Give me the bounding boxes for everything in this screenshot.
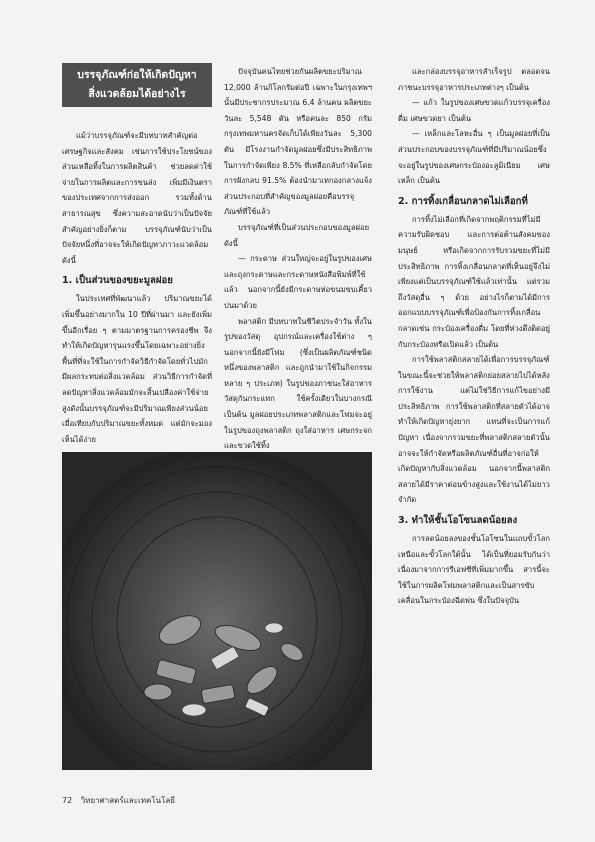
littering-paragraph: การทิ้งไม่เลือกที่เกิดจากพฤติกรรมที่ไม่มีความรับผิดชอบ และการต่อต้านสังคมของมนุษย์ หรือเกิดจากการรับรวมขยะที่ไม่มีประสิทธิภาพ การทิ้งเกลื่อนกลาดที่เห็นอยู่จึงไม่เพียงแต่เป็นบรรจุภัณฑ์ใช้แล้วเท่านั้น แต่รวมถึงวัสดุอื่น ๆ ด้วย อย่างไรก็ตามได้มีการออกแบบบรรจุภัณฑ์เพื่อป้องกันการทิ้งเกลื่อนกลาดเช่น กระป๋องเครื่องดื่ม โดยที่ห่วงดึงติดอยู่กับกระป๋องหรือเปิดแล้ว เป็นต้น — [398, 214, 550, 349]
waste-well-photo — [62, 452, 372, 770]
page-number: 72 — [62, 796, 73, 805]
text-column-3 — [398, 64, 550, 609]
text-column-1 — [62, 128, 212, 447]
waste-well-photo-graphic — [62, 452, 372, 770]
paper-paragraph: — กระดาษ ส่วนใหญ่จะอยู่ในรูปของเศษและถุงกระดาษและกระดาษหนังสือพิมพ์ที่ใช้แล้ว นอกจากนี้ยังมีกระดาษห่อขนมขบเคี้ยวปนมาด้วย — [224, 254, 372, 310]
article-title-line2: สิ่งแวดล้อมได้อย่างไร — [88, 88, 186, 100]
article-title-line1: บรรจุภัณฑ์ก่อให้เกิดปัญหา — [77, 69, 197, 81]
degradable-plastic-paragraph: การใช้พลาสติกสลายได้เพื่อการบรรจุภัณฑ์ในขณะนี้จะช่วยให้พลาสติกย่อยสลายไปได้หลังการใช้งาน แต่ไม่ใช่วิธีการแก้ไขอย่างมีประสิทธิภาพ การใช้พลาสติกที่สลายตัวได้อาจทำให้เกิดปัญหายุ่งยาก แทนที่จะเป็นการแก้ปัญหา เนื่องจากรวมขยะที่พลาสติกสลายตัวนั้น อาจจะให้กำจัดหรือผลิตภัณฑ์อื่นที่อาจก่อให้เกิดปัญหากับสิ่งแวดล้อม นอกจากนี้พลาสติกสลายได้มีราคาต่อนข้างสูงและใช้งานได้ไม่ยาวจำกัด — [398, 355, 550, 505]
ozone-paragraph: การลดน้อยลงของชั้นโอโซนในแถบขั้วโลกเหนือและขั้วโลกใต้นั้น ได้เป็นที่ยอมรับกันว่า เนื่องมาจากการรีเอฟซีที่เพิ่มมากขึ้น สารนี้จะใช้ในการผลิตโฟมพลาสติกและเป็นสารขับเคลื่อนในกระป๋องฉีดพ่น ซึ่งในปัจจุบัน — [398, 534, 550, 606]
section-heading-1: 1. เป็นส่วนของขยะมูลฝอย — [62, 275, 173, 287]
components-intro-paragraph: บรรจุภัณฑ์ที่เป็นส่วนประกอบของมูลฝอย ดังนี้ — [224, 222, 370, 248]
section-heading-2: 2. การทิ้งเกลื่อนกลาดไม่เลือกที่ — [398, 195, 528, 207]
section-1-paragraph: ในประเทศที่พัฒนาแล้ว ปริมาณขยะได้เพิ่มขึ้นอย่างมากใน 10 ปีที่ผ่านมา และยังเพิ่มขึ้นอีกเรื่อย ๆ ตามมาตรฐานการครองชีพ จึงทำให้เกิดปัญหารุนแรงขึ้นโดยเฉพาะอย่างยิ่งพื้นที่ที่จะใช้ในการกำจัดวิธีกำจัดโดยทั่วไปมักมีผลกระทบต่อสิ่งแวดล้อม ส่วนวิธีการกำจัดที่ลดปัญหาสิ่งแวดล้อมมักจะสิ้นเปลืองค่าใช้จ่ายสูงดังนั้นบรรจุภัณฑ์จะมีปริมาณเพียงส่วนน้อยเมื่อเทียบกับปริมาณขยะทั้งหมด แต่มักจะมองเห็นได้ง่าย — [62, 294, 212, 444]
plastic-paragraph: พลาสติก มีบทบาทในชีวิตประจำวัน ทั้งในรูปของวัสดุ อุปกรณ์และเครื่องใช้ต่าง ๆ นอกจากนี้ยังมีโฟม (ซึ่งเป็นผลิตภัณฑ์ชนิดหนึ่งของพลาสติก และถูกนำมาใช้ในกิจกรรมหลาย ๆ ประเภท) ในรูปของภาชนะใส่อาหารวัสดุกันกระแทก ใช้ครั้งเดียวในบางกรณี เป็นต้น มูลฝอยประเภทพลาสติกและโฟมจะอยู่ในรูปของถุงพลาสติก ถุงใส่อาหาร เศษกระจกและขวดใช้ทิ้ง — [224, 316, 372, 451]
journal-name: วิทยาศาสตร์และเทคโนโลยี — [80, 796, 175, 805]
text-column-2 — [224, 64, 372, 454]
article-title-box — [62, 63, 212, 107]
food-packaging-paragraph: และกล่องบรรจุอาหารสำเร็จรูป ตลอดจนภาชนะบรรจุอาหารประเภทต่างๆ เป็นต้น — [398, 67, 550, 92]
page-footer — [62, 794, 181, 807]
intro-paragraph: แม้ว่าบรรจุภัณฑ์จะมีบทบาทสำคัญต่อเศรษฐกิจและสังคม เช่นการใช้ประโยชน์ของส่วนเหลือทิ้งในการผลิตสินค้า ช่วยลดค่าใช้จ่ายในการผลิตและการขนส่ง เพิ่มมีเงินตราของประเทศจากการส่งออก รวมทั้งด้านสาธารณสุข ซึ่งความสะอาดนับว่าเป็นปัจจัยสำคัญอย่างยิ่งก็ตาม บรรจุภัณฑ์นับว่าเป็นปัจจัยหนึ่งที่อาจจะให้เกิดปัญหาภาวะแวดล้อม ดังนี้ — [62, 131, 212, 265]
waste-statistics-paragraph: ปัจจุบันคนไทยช่วยกันผลิตขยะปริมาณ 12,000 ล้านกิโลกรัมต่อปี เฉพาะในกรุงเทพฯ นั้นมีประชากรประมาณ 6.4 ล้านคน ผลิตขยะวันละ 5,548 ตัน หรือคนละ 850 กรัม กรุงเทพมหานครจัดเก็บได้เพียงวันละ 5,300 ตัน มีโรงงานกำจัดมูลฝอยซึ่งมีประสิทธิภาพในการกำจัดเพียง 8.5% ที่เหลือกลับกำจัดโดยการฝังกลบ 91.5% ต้องนำมาเทกองกลางแจ้ง ส่วนประกอบที่สำคัญของมูลฝอยคือบรรจุภัณฑ์ที่ใช้แล้ว — [224, 67, 372, 217]
metal-paragraph: — เหล็กและโลหะอื่น ๆ เป็นมูลฝอยที่เป็นส่วนประกอบของบรรจุภัณฑ์ที่มีปริมาณน้อยซึ่งจะอยู่ในรูปของเศษกระป๋องอะลูมิเนียม เศษเหล็ก เป็นต้น — [398, 129, 550, 186]
section-heading-3: 3. ทำให้ชั้นโอโซนลดน้อยลง — [398, 515, 518, 527]
glass-paragraph: — แก้ว ในรูปของเศษขวดแก้วบรรจุเครื่องดื่ม เศษขวดยา เป็นต้น — [398, 98, 550, 123]
